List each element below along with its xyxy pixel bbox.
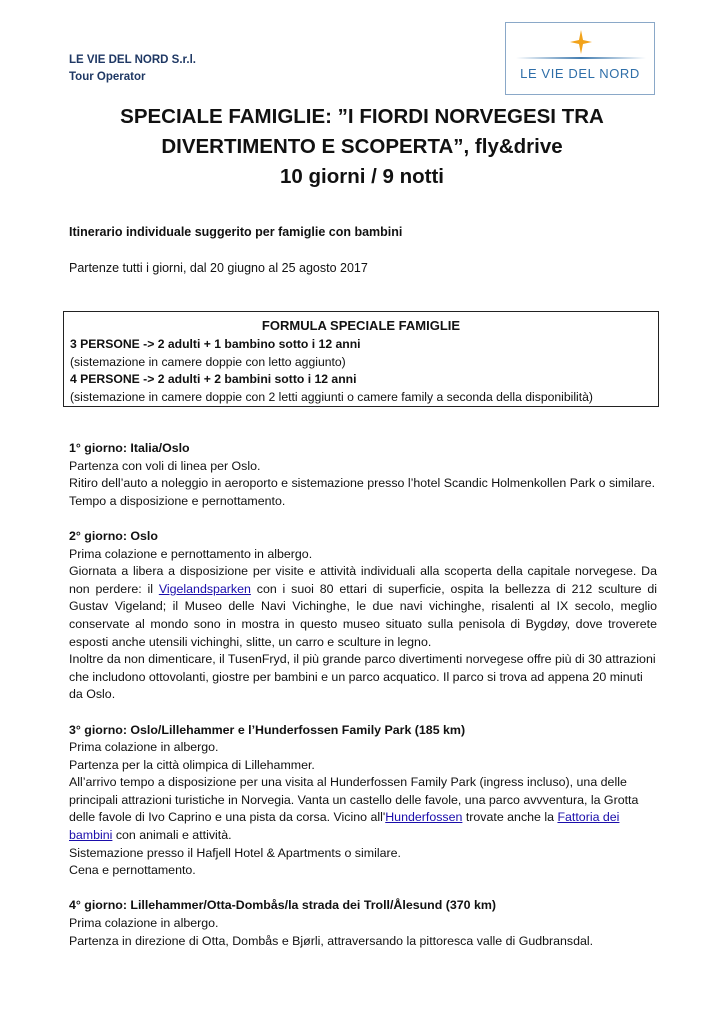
logo-text: LE VIE DEL NORD: [520, 66, 640, 81]
itinerary-subtitle: Itinerario individuale suggerito per famiglie con bambini: [69, 225, 403, 239]
day-2: [69, 528, 657, 704]
company-logo: [505, 22, 655, 95]
day-3-text-4: Sistemazione presso il Hafjell Hotel & Apartments o similare.: [69, 845, 401, 860]
day-4: [69, 897, 657, 950]
day-3-text-2: Partenza per la città olimpica di Lillehammer.: [69, 757, 315, 772]
day-2-text-2a: Giornata a libera a disposizione per visite e attività individuali alla scoperta della capitale norvegese. Da non perdere: il: [69, 564, 657, 596]
day-1: [69, 440, 657, 510]
formula-option-2: 4 PERSONE -> 2 adulti + 2 bambini sotto i 12 anni: [70, 372, 357, 387]
day-4-text-1: Prima colazione in albergo.: [69, 916, 219, 931]
fattoria-dei-bambini-link[interactable]: Fattoria dei bambini: [69, 810, 620, 843]
company-role: Tour Operator: [69, 71, 146, 83]
day-3-text-1: Prima colazione in albergo.: [69, 740, 219, 755]
day-4-heading: 4° giorno: Lillehammer/Otta-Dombås/la strada dei Troll/Ålesund (370 km): [69, 898, 497, 913]
day-3-text-3b: trovate anche la: [462, 810, 558, 825]
day-3-text-3c: con animali e attività.: [112, 828, 232, 843]
formula-option-1-note: (sistemazione in camere doppie con letto aggiunto): [70, 354, 346, 369]
departures-text: Partenze tutti i giorni, dal 20 giugno al 25 agosto 2017: [69, 261, 368, 275]
day-2-heading: 2° giorno: Oslo: [69, 528, 158, 543]
day-2-text-1: Prima colazione e pernottamento in albergo.: [69, 546, 313, 561]
day-3-text-3a: All’arrivo tempo a disposizione per una visita al Hunderfossen Family Park (ingress incluso), una delle principali attrazioni turistiche in Norvegia. Vanta un castello delle favole, una parco avvventura, la Grotta delle favole di Ivo Caprino e una pista da corsa. Vicino all': [69, 775, 639, 825]
formula-title: FORMULA SPECIALE FAMIGLIE: [261, 318, 461, 333]
hunderfossen-link[interactable]: Hunderfossen: [385, 810, 463, 825]
company-name: LE VIE DEL NORD S.r.l.: [69, 54, 196, 66]
itinerary-body: [69, 440, 657, 968]
logo-star-icon: [506, 23, 656, 96]
day-1-heading: 1° giorno: Italia/Oslo: [69, 441, 190, 455]
day-3-text-3: [69, 774, 657, 844]
title-line-1: SPECIALE FAMIGLIE: ”I FIORDI NORVEGESI TRA: [120, 105, 604, 128]
page-title: [60, 102, 664, 192]
day-3-text-5: Cena e pernottamento.: [69, 863, 196, 878]
day-2-text-2: [69, 563, 657, 651]
formula-option-1: 3 PERSONE -> 2 adulti + 1 bambino sotto i 12 anni: [70, 337, 361, 351]
day-2-text-2b: con i suoi 80 ettari di superficie, ospita la bellezza di 212 sculture di Gustav Vigeland; il Museo delle Navi Vichinghe, le due navi vichinghe, risalenti al IX secolo, meglio conservate al mondo sono in mostra in questo museo situato sulla penisola di Bygdøy, dove troverete esposti anche utensili vichinghi, slitte, un carro e sculture in legno.: [69, 581, 657, 649]
title-line-3: 10 giorni / 9 notti: [279, 165, 444, 188]
title-line-2: DIVERTIMENTO E SCOPERTA”, fly&drive: [161, 135, 563, 158]
day-1-text-2: Ritiro dell’auto a noleggio in aeroporto e sistemazione presso l’hotel Scandic Holmenkollen Park o similare. Tempo a disposizione e pernottamento.: [69, 476, 656, 508]
day-4-text-2: Partenza in direzione di Otta, Dombås e Bjørli, attraversando la pittoresca valle di Gudbransdal.: [69, 933, 594, 948]
day-1-text-1: Partenza con voli di linea per Oslo.: [69, 458, 261, 473]
family-formula-box: [63, 311, 659, 407]
day-3: [69, 722, 657, 880]
formula-option-2-note: (sistemazione in camere doppie con 2 letti aggiunti o camere family a seconda della disponibilità): [70, 389, 593, 404]
company-block: [69, 52, 196, 86]
day-3-heading: 3° giorno: Oslo/Lillehammer e l’Hunderfossen Family Park (185 km): [69, 722, 466, 737]
vigelandsparken-link[interactable]: Vigelandsparken: [158, 581, 251, 596]
day-2-text-3: Inoltre da non dimenticare, il TusenFryd, il più grande parco divertimenti norvegese offre più di 30 attrazioni che includono ottovolanti, giostre per bambini e un parco acquatico. Il parco si trova ad appena 20 minuti da Oslo.: [69, 652, 656, 702]
